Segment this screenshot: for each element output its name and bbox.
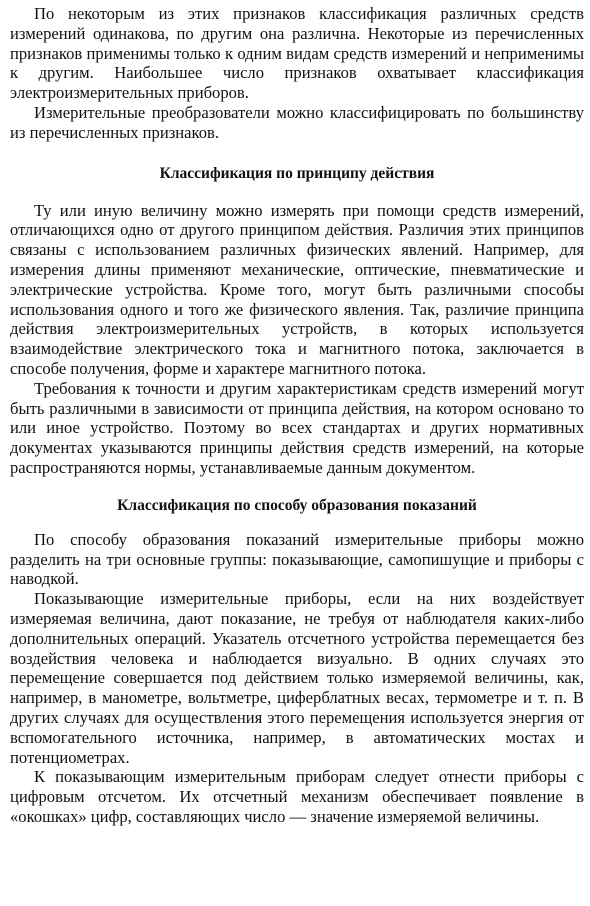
intro-paragraph-2: Измерительные преобразователи можно классифицировать по большинству из перечисленных признаков. xyxy=(10,102,584,142)
indication-paragraph-3: К показывающим измерительным приборам следует отнести приборы с цифровым отсчетом. Их отсчетный механизм обеспечивает появление в «окошках» цифр, составляющих число — значение измеряемой величины. xyxy=(10,767,584,826)
principle-paragraph-2: Требования к точности и другим характеристикам средств измерений могут быть различными в зависимости от принципа действия, на котором основано то или иное устройство. Поэтому во всех стандартах и других нормативных документах указываются принципы действия средств измерений, на которые распространяются нормы, устанавливаемые данным документом. xyxy=(10,378,584,477)
intro-paragraph-1: По некоторым из этих признаков классификация различных средств измерений одинакова, по другим она различна. Некоторые из перечисленных признаков применимы только к одним видам средств измерений и неприменимы к другим. Наибольшее число признаков охватывает классификация электроизмерительных приборов. xyxy=(10,4,584,103)
section-heading-principle: Классификация по принципу действия xyxy=(159,164,435,182)
indication-paragraph-1: По способу образования показаний измерительные приборы можно разделить на три основные группы: показывающие, самопишущие и приборы с наводкой. xyxy=(10,529,584,589)
section-heading-indication: Классификация по способу образования показаний xyxy=(117,496,477,514)
principle-paragraph-1: Ту или иную величину можно измерять при помощи средств измерений, отличающихся одно от другого принципом действия. Различия этих принципов связаны с использованием различных физических явлений. Например, для измерения длины применяют механические, оптические, пневматические и электрические устройства. Кроме того, могут быть различными способы использования одного и того же физического явления. Так, различие принципа действия электроизмерительных устройств, в которых используется взаимодействие электрического тока и магнитного потока, заключается в способе получения, форме и характере магнитного потока. xyxy=(10,200,584,378)
book-page xyxy=(10,4,584,827)
indication-paragraph-2: Показывающие измерительные приборы, если на них воздействует измеряемая величина, дают показание, не требуя от наблюдателя каких-либо дополнительных операций. Указатель отсчетного устройства перемещается без воздействия человека и наблюдается визуально. В одних случаях это перемещение совершается под действием только измеряемой величины, как, например, в манометре, вольтметре, циферблатных весах, термометре и т. п. В других случаях для осуществления этого перемещения используется энергия от вспомогательного источника, например, в автоматических мостах и потенциометрах. xyxy=(10,589,584,767)
